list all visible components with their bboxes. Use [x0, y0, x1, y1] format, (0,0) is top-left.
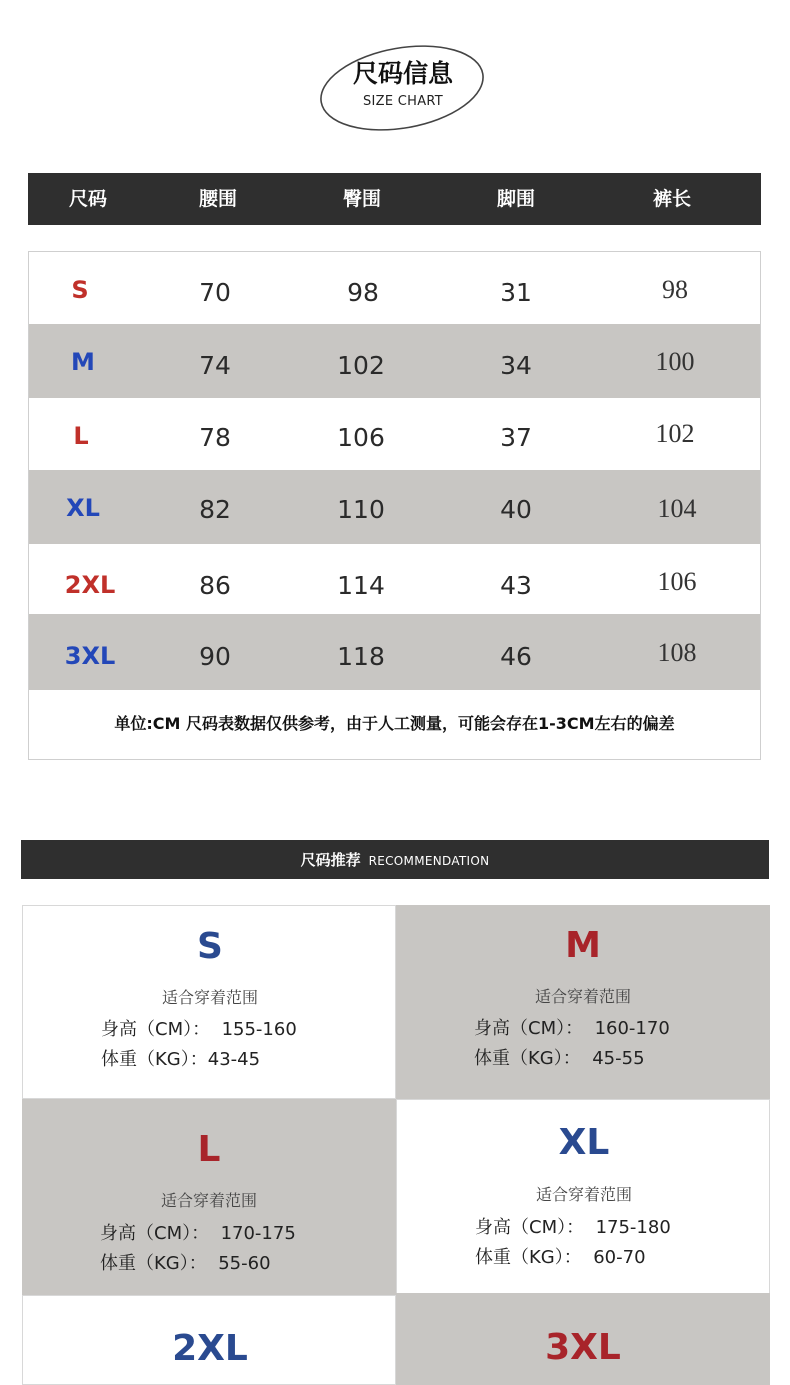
- recommendation-header: [21, 840, 769, 879]
- weight-value: 60-70: [593, 1247, 646, 1268]
- length-cell: 98: [662, 275, 688, 304]
- size-cell: L: [73, 422, 89, 450]
- height-label: 身高（CM）：: [475, 1217, 585, 1238]
- length-cell: 102: [655, 419, 695, 448]
- size-chart-title: [318, 42, 488, 134]
- fit-range-label: 适合穿着范围: [534, 987, 631, 1006]
- size-cell: XL: [66, 494, 100, 522]
- size-cell: 2XL: [64, 571, 116, 599]
- header-ankle: 脚围: [496, 188, 536, 210]
- height-range: [100, 1219, 296, 1245]
- table-row: [29, 252, 760, 324]
- weight-value: 43-45: [207, 1049, 261, 1070]
- ankle-cell: 37: [500, 423, 532, 452]
- ankle-cell: 40: [500, 495, 532, 524]
- fit-range-label: 适合穿着范围: [161, 988, 258, 1007]
- length-cell: 108: [657, 638, 697, 667]
- height-range: [474, 1014, 670, 1040]
- title-chinese: 尺码信息: [352, 59, 453, 88]
- length-cell: 100: [655, 347, 695, 376]
- fit-range-label: 适合穿着范围: [160, 1191, 257, 1210]
- title-english: SIZE CHART: [362, 94, 444, 109]
- size-cell: 3XL: [64, 642, 116, 670]
- hip-cell: 110: [337, 495, 385, 524]
- table-row: [29, 614, 760, 690]
- weight-value: 45-55: [592, 1048, 645, 1069]
- size-table: [28, 251, 761, 760]
- waist-cell: 78: [199, 423, 231, 452]
- recommendation-card-l: [22, 1099, 396, 1295]
- height-label: 身高（CM）：: [100, 1223, 210, 1244]
- height-value: 170-175: [220, 1223, 296, 1244]
- recommendation-size: 3XL: [545, 1327, 621, 1368]
- recommendation-size: 2XL: [172, 1328, 248, 1369]
- measurement-note: 单位:CM 尺码表数据仅供参考，由于人工测量，可能会存在1-3CM左右的偏差: [114, 714, 675, 733]
- recommendation-size: L: [197, 1129, 221, 1170]
- recommendation-size: XL: [558, 1122, 610, 1163]
- hip-cell: 118: [337, 642, 385, 671]
- recommendation-card-xl: [396, 1099, 770, 1295]
- weight-label: 体重（KG）：: [100, 1253, 207, 1274]
- weight-label: 体重（KG）：: [475, 1247, 582, 1268]
- table-row: [29, 470, 760, 544]
- length-cell: 104: [657, 494, 697, 523]
- weight-range: [101, 1045, 260, 1071]
- weight-range: [100, 1249, 271, 1275]
- waist-cell: 86: [199, 571, 231, 600]
- height-value: 160-170: [594, 1018, 670, 1039]
- height-range: [475, 1213, 671, 1239]
- height-value: 155-160: [221, 1019, 297, 1040]
- table-row: [29, 324, 760, 398]
- recommendation-size: M: [565, 925, 601, 966]
- waist-cell: 70: [199, 278, 231, 307]
- weight-range: [474, 1044, 645, 1070]
- size-table-header: [28, 173, 761, 225]
- recommendation-card-3xl: [396, 1293, 770, 1385]
- height-range: [101, 1015, 297, 1041]
- ankle-cell: 34: [500, 351, 532, 380]
- waist-cell: 74: [199, 351, 231, 380]
- ankle-cell: 43: [500, 571, 532, 600]
- recommendation-grid: [22, 905, 770, 1385]
- fit-range-label: 适合穿着范围: [535, 1185, 632, 1204]
- recommendation-card-s: [22, 905, 396, 1099]
- height-label: 身高（CM）：: [101, 1019, 211, 1040]
- recommendation-title-en: RECOMMENDATION: [368, 854, 490, 868]
- recommendation-card-2xl: [22, 1295, 396, 1385]
- ankle-cell: 46: [500, 642, 532, 671]
- weight-label: 体重（KG）：: [474, 1048, 581, 1069]
- header-waist: 腰围: [198, 188, 238, 210]
- ankle-cell: 31: [500, 278, 532, 307]
- size-cell: S: [71, 276, 89, 304]
- header-size: 尺码: [68, 188, 108, 210]
- hip-cell: 102: [337, 351, 385, 380]
- recommendation-size: S: [197, 926, 223, 967]
- height-label: 身高（CM）：: [474, 1018, 584, 1039]
- waist-cell: 90: [199, 642, 231, 671]
- size-cell: M: [71, 348, 95, 376]
- recommendation-card-m: [396, 905, 770, 1099]
- header-hip: 臀围: [342, 188, 382, 210]
- hip-cell: 106: [337, 423, 385, 452]
- hip-cell: 98: [347, 278, 379, 307]
- hip-cell: 114: [337, 571, 385, 600]
- table-row: [29, 544, 760, 614]
- length-cell: 106: [657, 567, 697, 596]
- waist-cell: 82: [199, 495, 231, 524]
- table-row: [29, 398, 760, 470]
- weight-range: [475, 1243, 646, 1269]
- header-length: 裤长: [652, 188, 692, 210]
- height-value: 175-180: [595, 1217, 671, 1238]
- weight-label: 体重（KG）：: [101, 1049, 208, 1070]
- recommendation-title-cn: 尺码推荐: [300, 851, 361, 869]
- weight-value: 55-60: [218, 1253, 271, 1274]
